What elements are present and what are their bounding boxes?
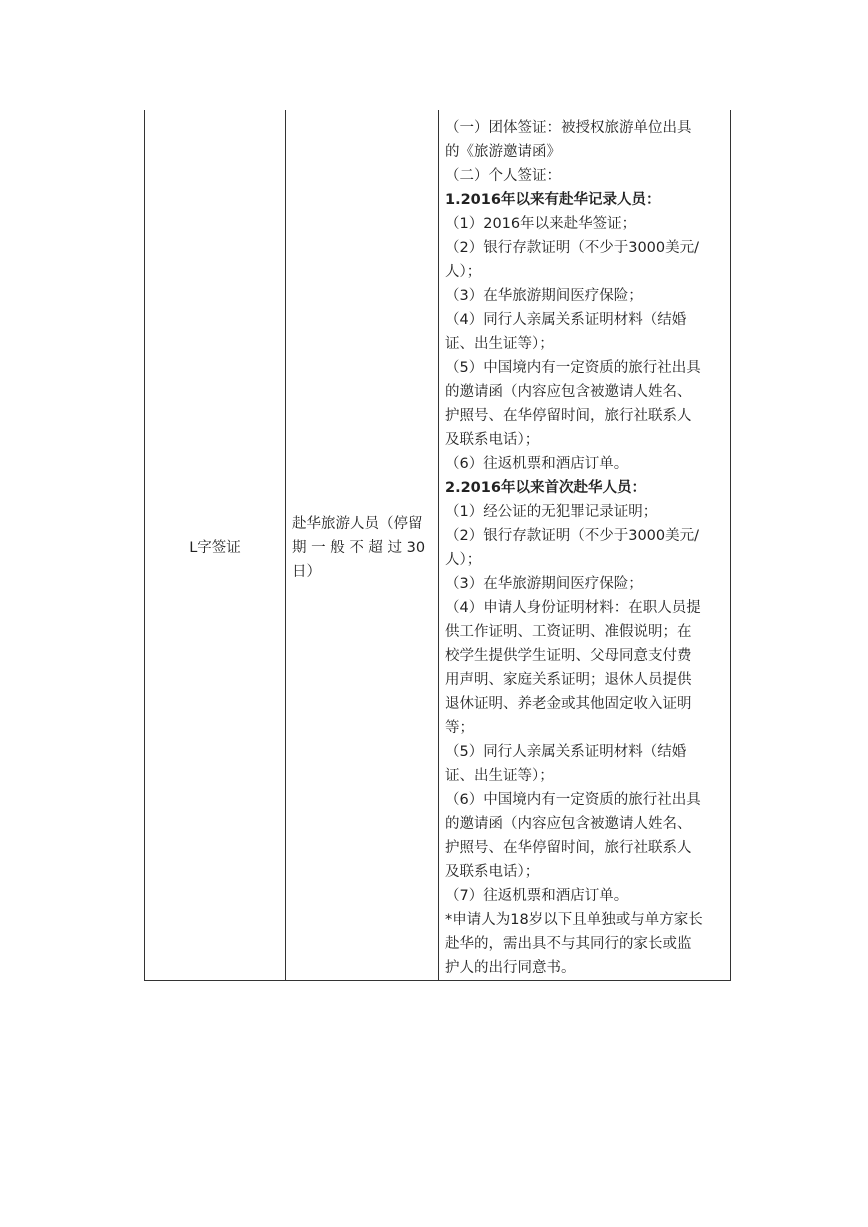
visa-requirements-table: [144, 110, 731, 981]
materials-line: 的《旅游邀请函》: [445, 144, 561, 160]
materials-line: （一）团体签证：被授权旅游单位出具: [445, 120, 692, 136]
materials-section-heading: 2.2016年以来首次赴华人员：: [445, 480, 646, 496]
materials-line: 护人的出行同意书。: [445, 960, 576, 976]
materials-line: 人）；: [445, 264, 482, 280]
applicant-line: 期 一 般 不 超 过 30: [292, 540, 426, 556]
materials-line: （5）同行人亲属关系证明材料（结婚: [445, 744, 687, 760]
materials-line: 护照号、在华停留时间，旅行社联系人: [445, 408, 692, 424]
materials-line: （6）往返机票和酒店订单。: [445, 456, 629, 472]
materials-line: （2）银行存款证明（不少于3000美元/: [445, 240, 700, 256]
materials-line: 校学生提供学生证明、父母同意支付费: [445, 648, 692, 664]
visa-type-cell: [145, 116, 286, 981]
applicant-line: 赴华旅游人员（停留: [292, 516, 423, 532]
materials-line: 及联系电话）；: [445, 432, 540, 448]
materials-line: 等；: [445, 720, 474, 736]
materials-line: （6）中国境内有一定资质的旅行社出具: [445, 792, 701, 808]
table-row: [145, 116, 731, 981]
materials-line: 证、出生证等）；: [445, 336, 554, 352]
materials-line: （4）同行人亲属关系证明材料（结婚: [445, 312, 687, 328]
materials-line: *申请人为18岁以下且单独或与单方家长: [445, 912, 703, 928]
materials-line: 证、出生证等）；: [445, 768, 554, 784]
materials-line: 用声明、家庭关系证明；退休人员提供: [445, 672, 692, 688]
materials-line: 护照号、在华停留时间，旅行社联系人: [445, 840, 692, 856]
materials-line: （二）个人签证：: [445, 168, 561, 184]
materials-line: 的邀请函（内容应包含被邀请人姓名、: [445, 384, 692, 400]
materials-line: 供工作证明、工资证明、准假说明；在: [445, 624, 692, 640]
materials-line: （1）2016年以来赴华签证；: [445, 216, 637, 232]
materials-line: （2）银行存款证明（不少于3000美元/: [445, 528, 700, 544]
materials-line: （5）中国境内有一定资质的旅行社出具: [445, 360, 701, 376]
materials-line: 及联系电话）；: [445, 864, 540, 880]
materials-line: （1）经公证的无犯罪记录证明；: [445, 504, 658, 520]
visa-type-label: L字签证: [189, 540, 241, 556]
materials-line: 赴华的，需出具不与其同行的家长或监: [445, 936, 692, 952]
applicant-line: 日）: [292, 564, 321, 580]
materials-line: （7）往返机票和酒店订单。: [445, 888, 629, 904]
materials-line: 的邀请函（内容应包含被邀请人姓名、: [445, 816, 692, 832]
materials-cell: [439, 116, 731, 981]
materials-line: 人）；: [445, 552, 482, 568]
materials-line: 退休证明、养老金或其他固定收入证明: [445, 696, 692, 712]
materials-line: （4）申请人身份证明材料：在职人员提: [445, 600, 701, 616]
applicant-cell: [286, 116, 439, 981]
materials-line: （3）在华旅游期间医疗保险；: [445, 288, 643, 304]
materials-section-heading: 1.2016年以来有赴华记录人员：: [445, 192, 661, 208]
materials-list: [445, 116, 724, 980]
materials-line: （3）在华旅游期间医疗保险；: [445, 576, 643, 592]
